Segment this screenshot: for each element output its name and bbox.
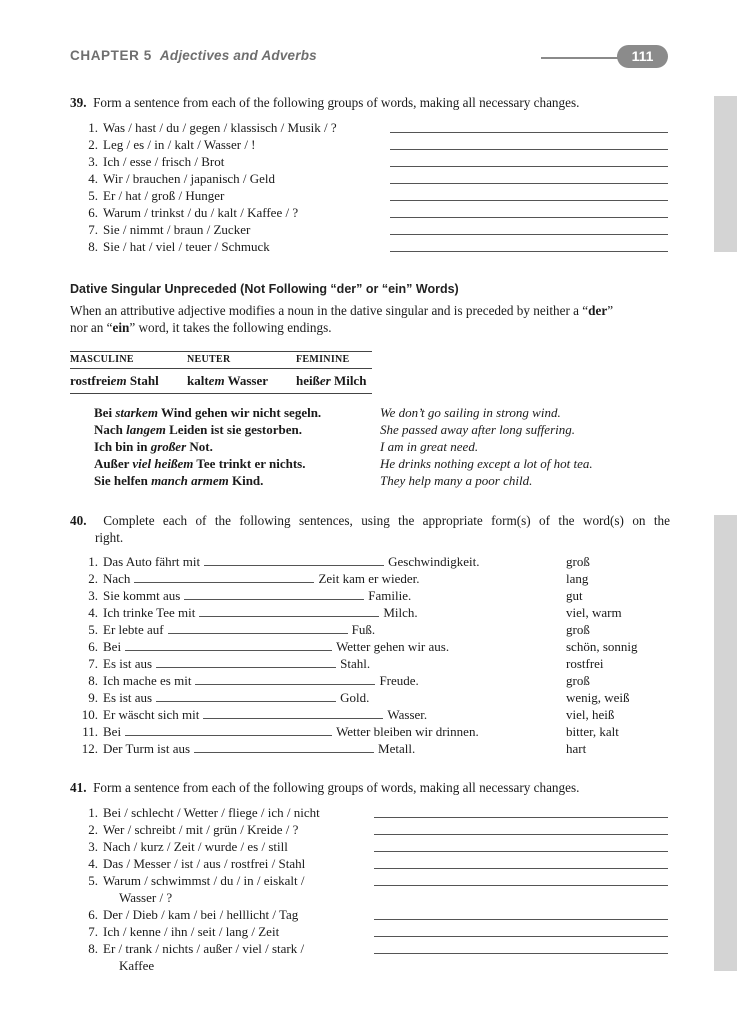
example-post: Leiden ist sie gestorben. (165, 422, 303, 437)
word-hint: rostfrei (566, 656, 604, 671)
side-tab-top (714, 96, 737, 252)
example-adjective: langem (126, 422, 166, 437)
ex40-instruction (70, 512, 670, 546)
sentence-start: Er wäscht sich mit (103, 707, 200, 722)
cell-feminine: heißer Milch (296, 369, 372, 394)
item-number: 8. (88, 941, 98, 956)
example-english: I am in great need. (380, 439, 479, 454)
item-number: 5. (88, 622, 98, 637)
list-item (76, 604, 418, 621)
cell-masculine: rostfreiem Stahl (70, 369, 187, 394)
header-rule (541, 57, 621, 59)
header-masculine: MASCULINE (70, 352, 187, 369)
intro-text-d: ” word, it takes the following endings. (129, 320, 332, 335)
item-number: 10. (81, 707, 98, 722)
item-number: 3. (88, 154, 98, 169)
example-post: Not. (186, 439, 213, 454)
word-hint: lang (566, 571, 589, 586)
answer-line[interactable] (390, 132, 668, 133)
section-intro (70, 302, 670, 336)
word-hint: viel, warm (566, 605, 622, 620)
intro-text-b: ” (607, 303, 614, 318)
word-hint: bitter, kalt (566, 724, 619, 739)
blank-line[interactable] (195, 675, 375, 685)
item-prompt: Sie / nimmt / braun / Zucker (103, 222, 251, 237)
blank-line[interactable] (125, 726, 332, 736)
item-prompt: Warum / schwimmst / du / in / eiskalt / (103, 873, 305, 888)
blank-line[interactable] (203, 709, 383, 719)
section-heading: Dative Singular Unpreceded (Not Following “der” or “ein” Words) (70, 282, 459, 296)
sentence-end: Freude. (379, 673, 419, 688)
sentence-end: Wetter gehen wir aus. (336, 639, 450, 654)
example-english: We don’t go sailing in strong wind. (380, 405, 561, 420)
item-number: 1. (88, 554, 98, 569)
list-item (76, 740, 415, 757)
sentence-end: Familie. (368, 588, 412, 603)
item-prompt: Ich / esse / frisch / Brot (103, 154, 225, 169)
header-feminine: FEMININE (296, 352, 372, 369)
example-pre: Außer (94, 456, 133, 471)
sentence-start: Der Turm ist aus (103, 741, 191, 756)
item-number: 12. (81, 741, 98, 756)
item-prompt: Er / hat / groß / Hunger (103, 188, 225, 203)
list-item (76, 838, 288, 855)
item-prompt: Nach / kurz / Zeit / wurde / es / still (103, 839, 288, 854)
item-number: 5. (88, 188, 98, 203)
sentence-end: Gold. (340, 690, 370, 705)
answer-line[interactable] (374, 919, 668, 920)
list-item (76, 238, 270, 255)
answer-line[interactable] (374, 885, 668, 886)
item-prompt: Wer / schreibt / mit / grün / Kreide / ? (103, 822, 299, 837)
item-prompt: Er / trank / nichts / außer / viel / stark / (103, 941, 305, 956)
sentence-start: Ich mache es mit (103, 673, 192, 688)
side-tab-bottom (714, 515, 737, 971)
blank-line[interactable] (134, 573, 314, 583)
item-number: 6. (88, 907, 98, 922)
item-number: 8. (88, 673, 98, 688)
header-neuter: NEUTER (187, 352, 296, 369)
blank-line[interactable] (156, 692, 336, 702)
list-item (76, 872, 305, 889)
sentence-start: Ich trinke Tee mit (103, 605, 196, 620)
page-number: 111 (617, 45, 668, 68)
item-prompt: Was / hast / du / gegen / klassisch / Musik / ? (103, 120, 337, 135)
list-item (76, 655, 370, 672)
example-german (94, 421, 302, 438)
item-number: 6. (88, 639, 98, 654)
list-item (76, 587, 411, 604)
intro-ein: ein (112, 320, 130, 335)
item-number: 7. (88, 222, 98, 237)
ex40-instruction-2: right. (95, 530, 124, 545)
list-item (76, 689, 369, 706)
example-german (94, 472, 263, 489)
answer-line[interactable] (374, 868, 668, 869)
sentence-start: Sie kommt aus (103, 588, 181, 603)
sentence-end: Milch. (383, 605, 418, 620)
item-number: 3. (88, 839, 98, 854)
item-number: 7. (88, 656, 98, 671)
answer-line[interactable] (374, 851, 668, 852)
sentence-end: Fuß. (351, 622, 376, 637)
blank-line[interactable] (125, 641, 332, 651)
example-german (94, 438, 213, 455)
list-item (76, 672, 419, 689)
word-hint: wenig, weiß (566, 690, 630, 705)
answer-line[interactable] (390, 166, 668, 167)
list-item (76, 170, 275, 187)
word-hint: groß (566, 673, 590, 688)
item-number: 1. (88, 120, 98, 135)
list-item (76, 621, 375, 638)
example-adjective: starkem (115, 405, 158, 420)
list-item (76, 723, 479, 740)
example-post: Kind. (228, 473, 264, 488)
example-pre: Nach (94, 422, 127, 437)
answer-line[interactable] (390, 149, 668, 150)
list-item (76, 136, 256, 153)
ex39-instruction (70, 94, 579, 111)
item-number: 7. (88, 924, 98, 939)
example-pre: Bei (94, 405, 116, 420)
example-german (94, 455, 306, 472)
answer-line[interactable] (374, 936, 668, 937)
answer-line[interactable] (390, 217, 668, 218)
sentence-end: Geschwindigkeit. (388, 554, 480, 569)
item-number: 2. (88, 137, 98, 152)
blank-line[interactable] (194, 743, 374, 753)
item-number: 4. (88, 856, 98, 871)
ex40-number: 40. (70, 513, 87, 528)
item-number: 2. (88, 822, 98, 837)
answer-line[interactable] (390, 200, 668, 201)
chapter-subtitle: Adjectives and Adverbs (159, 48, 317, 63)
chapter-label: CHAPTER 5 (70, 48, 152, 63)
answer-line[interactable] (374, 817, 668, 818)
example-pre: Ich bin in (94, 439, 151, 454)
example-post: Wind gehen wir nicht segeln. (157, 405, 322, 420)
item-prompt: Bei / schlecht / Wetter / fliege / ich / nicht (103, 805, 320, 820)
sentence-end: Wasser. (387, 707, 428, 722)
sentence-start: Bei (103, 724, 122, 739)
sentence-end: Wetter bleiben wir drinnen. (336, 724, 479, 739)
item-number: 8. (88, 239, 98, 254)
list-item (76, 570, 420, 587)
item-prompt: Warum / trinkst / du / kalt / Kaffee / ? (103, 205, 299, 220)
item-number: 6. (88, 205, 98, 220)
list-item (76, 855, 305, 872)
sentence-start: Nach (103, 571, 131, 586)
cell-neuter: kaltem Wasser (187, 369, 296, 394)
blank-line[interactable] (156, 658, 336, 668)
item-number: 11. (82, 724, 98, 739)
list-item (76, 638, 449, 655)
item-number: 9. (88, 690, 98, 705)
ex41-instruction (70, 779, 579, 796)
example-adjective: manch armem (151, 473, 229, 488)
example-english: She passed away after long suffering. (380, 422, 575, 437)
ex41-instruction-text: Form a sentence from each of the following groups of words, making all necessary changes. (93, 780, 580, 795)
intro-text-a: When an attributive adjective modifies a noun in the dative singular and is preceded by neither a “ (70, 303, 589, 318)
word-hint: viel, heiß (566, 707, 615, 722)
ex41-number: 41. (70, 780, 87, 795)
item-prompt: Der / Dieb / kam / bei / helllicht / Tag (103, 907, 299, 922)
list-item (76, 906, 298, 923)
blank-line[interactable] (199, 607, 379, 617)
item-prompt: Sie / hat / viel / teuer / Schmuck (103, 239, 270, 254)
blank-line[interactable] (184, 590, 364, 600)
list-item (76, 187, 224, 204)
intro-text-c: nor an “ (70, 320, 113, 335)
word-hint: schön, sonnig (566, 639, 638, 654)
blank-line[interactable] (168, 624, 348, 634)
sentence-start: Es ist aus (103, 656, 153, 671)
list-item (76, 821, 298, 838)
sentence-start: Bei (103, 639, 122, 654)
ex39-number: 39. (70, 95, 87, 110)
answer-line[interactable] (390, 251, 668, 252)
list-item (76, 706, 427, 723)
sentence-end: Stahl. (340, 656, 371, 671)
sentence-end: Metall. (378, 741, 416, 756)
sentence-start: Es ist aus (103, 690, 153, 705)
endings-table (70, 351, 372, 394)
item-number: 4. (88, 605, 98, 620)
item-prompt: Ich / kenne / ihn / seit / lang / Zeit (103, 924, 280, 939)
word-hint: groß (566, 622, 590, 637)
blank-line[interactable] (204, 556, 384, 566)
answer-line[interactable] (374, 953, 668, 954)
example-adjective: großer (150, 439, 187, 454)
answer-line[interactable] (390, 183, 668, 184)
list-item (76, 923, 279, 940)
ex39-instruction-text: Form a sentence from each of the following groups of words, making all necessary changes. (93, 95, 580, 110)
item-continuation: Wasser / ? (119, 890, 173, 905)
list-item (76, 940, 304, 957)
item-prompt: Wir / brauchen / japanisch / Geld (103, 171, 276, 186)
list-item (76, 204, 298, 221)
item-number: 2. (88, 571, 98, 586)
sentence-end: Zeit kam er wieder. (318, 571, 420, 586)
item-number: 5. (88, 873, 98, 888)
word-hint: gut (566, 588, 583, 603)
answer-line[interactable] (390, 234, 668, 235)
list-item (76, 119, 337, 136)
example-post: Tee trinkt er nichts. (193, 456, 306, 471)
list-item (76, 221, 250, 238)
list-item (76, 804, 320, 821)
answer-line[interactable] (374, 834, 668, 835)
item-prompt: Leg / es / in / kalt / Wasser / ! (103, 137, 256, 152)
item-continuation: Kaffee (119, 958, 155, 973)
list-item (76, 153, 224, 170)
item-number: 4. (88, 171, 98, 186)
item-number: 1. (88, 805, 98, 820)
word-hint: hart (566, 741, 587, 756)
chapter-header (70, 48, 317, 63)
ex40-instruction-1: Complete each of the following sentences, using the appropriate form(s) of the word(s) on the (103, 513, 671, 528)
intro-der: der (588, 303, 608, 318)
example-english: They help many a poor child. (380, 473, 533, 488)
list-item (76, 553, 479, 570)
sentence-start: Das Auto fährt mit (103, 554, 201, 569)
example-english: He drinks nothing except a lot of hot tea. (380, 456, 593, 471)
word-hint: groß (566, 554, 590, 569)
example-german (94, 404, 321, 421)
item-prompt: Das / Messer / ist / aus / rostfrei / Stahl (103, 856, 306, 871)
item-number: 3. (88, 588, 98, 603)
sentence-start: Er lebte auf (103, 622, 164, 637)
example-pre: Sie helfen (94, 473, 152, 488)
example-adjective: viel heißem (132, 456, 194, 471)
